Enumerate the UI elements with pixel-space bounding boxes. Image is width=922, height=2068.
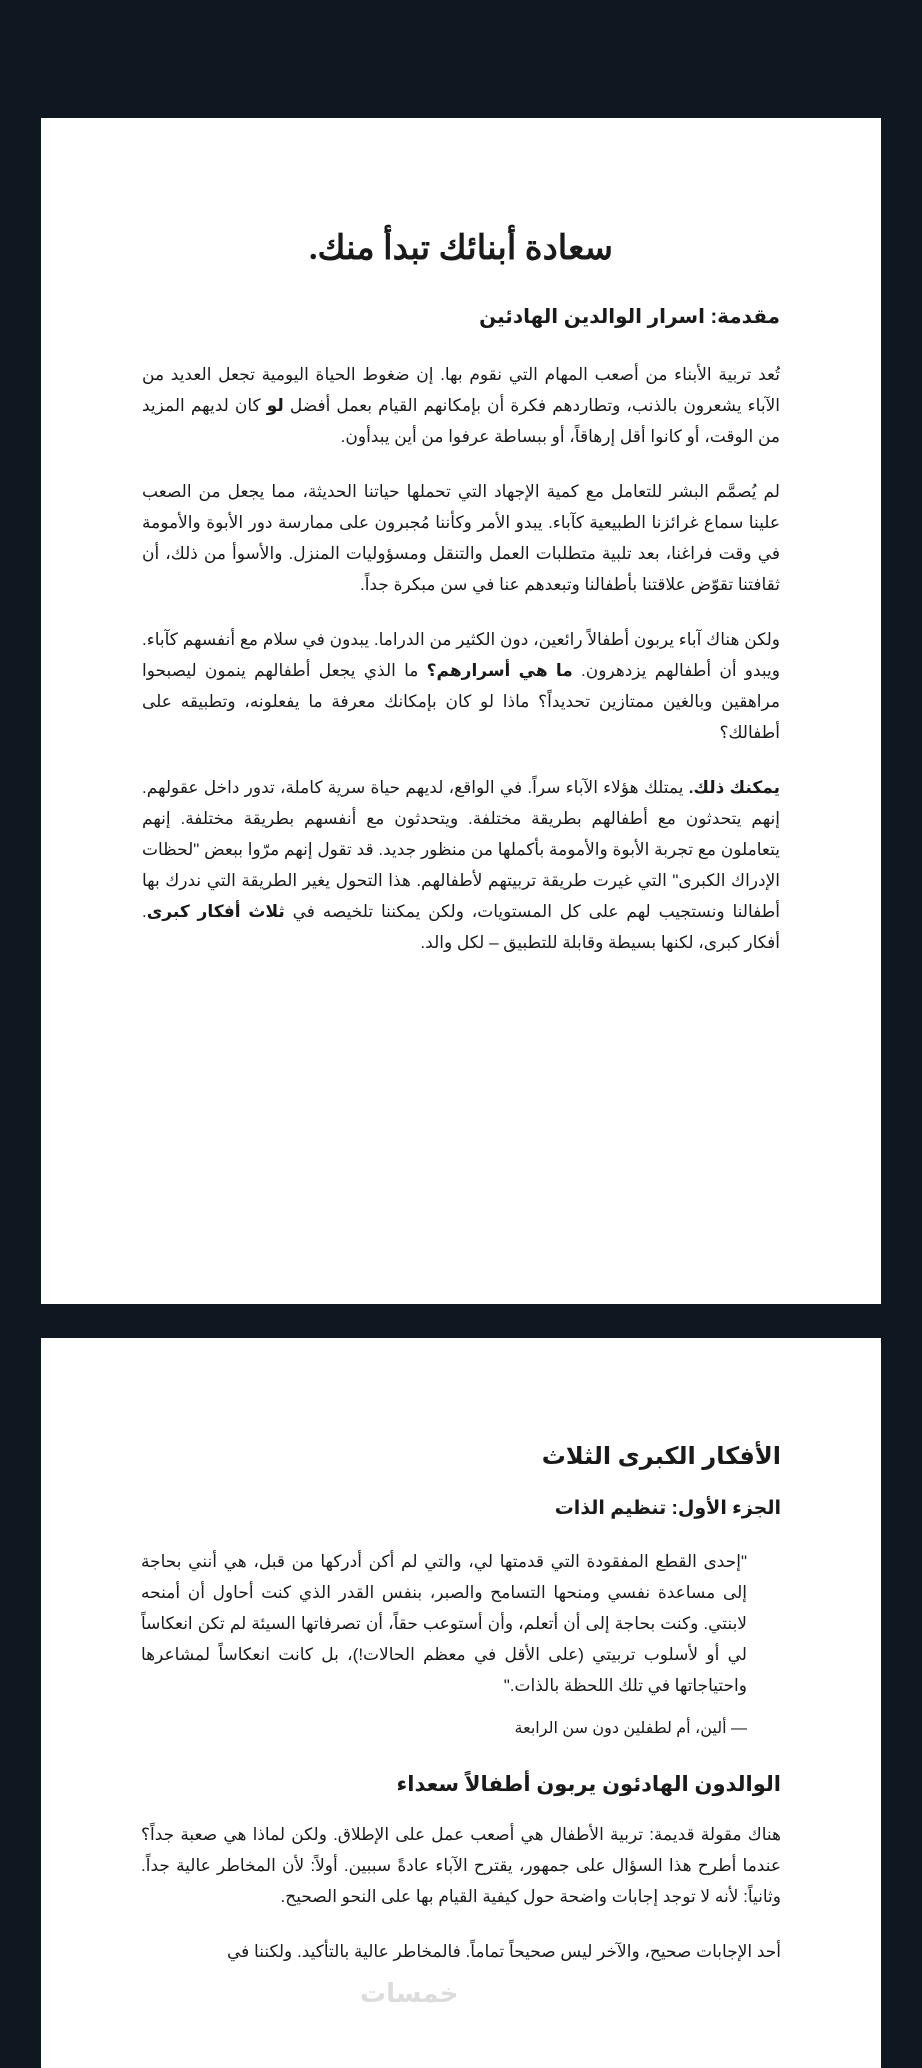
quote-block: "إحدى القطع المفقودة التي قدمتها لي، والتي لم أكن أدركها من قبل، هي أنني بحاجة إلى مساعدة نفسي ومنحها التسامح والصبر، بنفس القدر الذي كنت أحاول أن أمنحه لابنتي. وكنت بحاجة إلى أن أتعلم، وأن أستوعب حقاً، أن تصرفاتها السيئة لم تكن انعكاساً لي أو لأسلوب تربيتي (على الأقل في معظم الحالات!)، بل كانت انعكاساً لمشاعرها واحتياجاتها في تلك اللحظة بالذات." [141,1552,747,1695]
paragraph-6: أحد الإجابات صحيح، والآخر ليس صحيحاً تماماً. فالمخاطر عالية بالتأكيد. ولكننا في [227,1942,781,1961]
section-heading: الوالدون الهادئون يربون أطفالاً سعداء [396,1773,781,1796]
document-page-1 [41,118,881,1304]
big-ideas-heading: الأفكار الكبرى الثلاث [541,1443,781,1470]
document-title: سعادة أبنائك تبدأ منك. [309,230,613,267]
paragraph-4: يمكنك ذلك. يمتلك هؤلاء الآباء سراً. في الواقع، لديهم حياة سرية كاملة، تدور داخل عقولهم. إنهم يتحدثون مع أطفالهم بطريقة مختلفة. ويتحدثون مع أنفسهم بطريقة مختلفة. إنهم يتعاملون مع تجربة الأبوة والأمومة بأكملها من منظور جديد. قد تقول إنهم مرّوا ببعض "لحظات الإدراك الكبرى" التي غيرت طريقة تربيتهم لأطفالهم. هذا التحول يغير الطريقة التي ندرك بها أطفالنا ونستجيب لهم على كل المستويات، ولكن يمكننا تلخيصه في ثلاث أفكار كبرى. أفكار كبرى، لكنها بسيطة وقابلة للتطبيق – لكل والد. [142,778,780,952]
paragraph-2: لم يُصمَّم البشر للتعامل مع كمية الإجهاد التي تحملها حياتنا الحديثة، مما يجعل من الصعب علينا سماع غرائزنا الطبيعية كآباء. يبدو الأمر وكأننا مُجبرون على ممارسة دور الأبوة والأمومة في وقت فراغنا، بعد تلبية متطلبات العمل والتنقل ومسؤوليات المنزل. والأسوأ من ذلك، أن ثقافتنا تقوّض علاقتنا بأطفالنا وتبعدهم عنا في سن مبكرة جداً. [142,482,780,594]
paragraph-1: تُعد تربية الأبناء من أصعب المهام التي نقوم بها. إن ضغوط الحياة اليومية تجعل العديد من الآباء يشعرون بالذنب، وتطاردهم فكرة أن بإمكانهم القيام بعمل أفضل لو كان لديهم المزيد من الوقت، أو كانوا أقل إرهاقاً، أو ببساطة عرفوا من أين يبدأون. [142,365,780,446]
watermark-logo: خمسات [360,1978,459,2008]
intro-heading: مقدمة: اسرار الوالدين الهادئين [479,306,780,328]
paragraph-5: هناك مقولة قديمة: تربية الأطفال هي أصعب عمل على الإطلاق. ولكن لماذا هي صعبة جداً؟ عندما أطرح هذا السؤال على جمهور، يقترح الآباء عادةً سببين. أولاً: لأن المخاطر عالية جداً. وثانياً: لأنه لا توجد إجابات واضحة حول كيفية القيام بها على النحو الصحيح. [141,1825,781,1906]
document-page-2 [41,1338,881,2068]
quote-attribution: — ألين، أم لطفلين دون سن الرابعة [514,1720,747,1737]
paragraph-3: ولكن هناك آباء يربون أطفالاً رائعين، دون الكثير من الدراما. يبدون في سلام مع أنفسهم كآباء. ويبدو أن أطفالهم يزدهرون. ما هي أسرارهم؟ ما الذي يجعل أطفالهم ينمون ليصبحوا مراهقين وبالغين ممتازين تحديداً؟ ماذا لو كان بإمكانك معرفة ما يفعلونه، وتطبيقه على أطفالك؟ [142,630,780,742]
part-one-heading: الجزء الأول: تنظيم الذات [554,1498,781,1519]
